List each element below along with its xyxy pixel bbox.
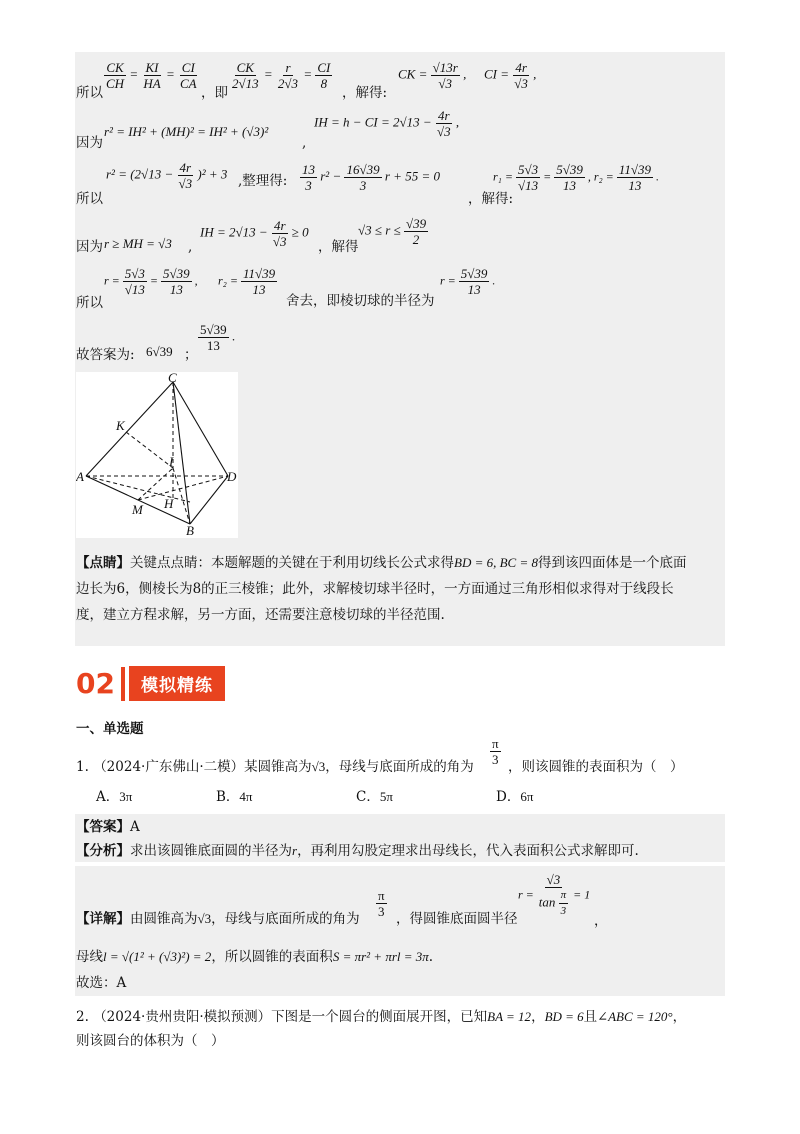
ck-result: CK = $\frac{√13r}{√3}$ , [398, 60, 467, 91]
text: 舍去，即棱切球的半径为 [286, 293, 435, 309]
num: 4r [273, 218, 286, 233]
den: 2√13 [232, 76, 259, 91]
text: 且 [583, 1009, 598, 1025]
subsection-title: 一、单选题 [76, 721, 144, 737]
q1-detail [76, 910, 360, 928]
den [537, 888, 570, 919]
text: r² − [320, 168, 342, 184]
text: 因为 [76, 135, 103, 151]
num: 11√39 [618, 162, 651, 177]
text: ，再利用勾股定理求出母线长，代入表面积公式求解即可. [297, 843, 639, 859]
math: √3 [311, 759, 326, 774]
text: ，母线与底面所成的角为 [325, 759, 474, 775]
q1-angle [490, 736, 501, 767]
num: 5√3 [517, 162, 539, 177]
num: 4r [179, 160, 192, 175]
text: IH = h − CI = 2√13 − [314, 114, 432, 130]
option-a[interactable] [96, 788, 132, 806]
text: ，解得: [342, 85, 388, 101]
r-value: r = $\frac{5√3}{√13}$ = $\frac{5√39}{13}$ , [104, 266, 198, 297]
tan: tan [538, 894, 556, 910]
num: 16√39 [346, 162, 380, 177]
text: √3 ≤ r ≤ [358, 222, 401, 238]
den: HA [143, 76, 161, 91]
den: √13 [124, 282, 145, 297]
text: ， [672, 1009, 687, 1025]
quadratic-equation [300, 162, 440, 193]
answer-value: A [130, 819, 140, 835]
math: BD = 6 [544, 1009, 584, 1024]
radius-formula [518, 872, 590, 919]
den: 3 [378, 904, 385, 919]
text: ， [531, 1009, 545, 1025]
den: 8 [320, 76, 328, 91]
r-squared-equation [106, 160, 227, 191]
text: r₁ = [493, 169, 513, 184]
comment-line-1 [76, 554, 687, 572]
num: CK [106, 60, 124, 75]
option-c[interactable] [356, 788, 393, 806]
den: 13 [206, 338, 220, 353]
option-b[interactable] [216, 788, 253, 806]
text: r² = (2√13 − [106, 166, 174, 182]
option-letter: D． [496, 789, 521, 805]
section-title: 模拟精练 [129, 666, 225, 701]
ih-equation: IH = h − CI = 2√13 − $\frac{4r}{√3}$ , [314, 108, 460, 139]
num: 13 [302, 162, 315, 177]
num: KI [145, 60, 159, 75]
answer-label: 【答案】 [76, 819, 130, 835]
label-K: K [116, 418, 125, 433]
comment-line-3: 度，建立方程求解，另一方面，还需要注意棱切球的半径范围. [76, 607, 445, 623]
solution-line-1 [76, 62, 103, 102]
text: )² + 3 [197, 166, 228, 182]
den: √3 [178, 176, 193, 191]
text: , [302, 135, 307, 151]
option-value: 3π [119, 789, 133, 804]
den: √3 [438, 76, 453, 91]
text: 得到该四面体是一个底面 [538, 555, 687, 571]
num: 5√39 [163, 266, 190, 281]
label-M: M [132, 502, 143, 517]
den: √3 [272, 234, 287, 249]
den: CH [106, 76, 125, 91]
r2-value [218, 266, 277, 297]
text: . [428, 949, 434, 965]
num: 11√39 [242, 266, 276, 281]
den: 13 [563, 178, 577, 193]
text: ，则该圆锥的表面积为（ ） [508, 759, 684, 775]
text: ≥ 0 [291, 224, 309, 240]
text: , [188, 239, 193, 255]
num: π [378, 888, 385, 903]
text: r = [440, 273, 456, 288]
question-source: （2024·贵州贵阳·模拟预测） [93, 1009, 272, 1025]
num: CI [317, 60, 331, 75]
final-radius: r = $\frac{5√39}{13}$ . [440, 266, 496, 297]
math: BA = 12 [487, 1009, 532, 1024]
text: IH = 2√13 − [200, 224, 268, 240]
num: r [285, 60, 291, 75]
question-2-line-2: 则该圆台的体积为（ ） [76, 1033, 225, 1049]
answer-1: 6√39 [146, 344, 173, 359]
num: π [492, 736, 499, 751]
text: ,整理得: [238, 173, 288, 189]
analysis-label: 【分析】 [76, 843, 130, 859]
num: √13r [432, 60, 458, 75]
text: ，即 [201, 85, 228, 101]
text: ， [594, 913, 608, 929]
pythagoras-equation: r² = IH² + (MH)² = IH² + (√3)² [104, 124, 269, 139]
option-value: 5π [379, 789, 393, 804]
text: CK = [398, 66, 428, 82]
den: 2 [412, 232, 420, 247]
detail-angle [376, 888, 387, 919]
ratio-equation: $\frac{CK}{CH}$ = $\frac{KI}{HA}$ = $\frac{CI}{CA}$ [106, 60, 197, 91]
num: 5√3 [124, 266, 145, 281]
text: ，所以圆锥的表面积 [211, 949, 333, 965]
text: 母线 [76, 949, 103, 965]
option-value: 4π [239, 789, 253, 804]
tetrahedron-figure [76, 372, 238, 538]
den: 3 [359, 178, 367, 193]
r-bound: r ≥ MH = √3 [104, 236, 172, 251]
q1-choice: 故选：A [76, 975, 127, 991]
ratio-equation-2: $\frac{CK}{2√13}$ = $\frac{r}{2√3}$ = $\frac{CI}{8}$ [232, 60, 331, 91]
num: CK [236, 60, 254, 75]
label-H: H [164, 496, 174, 511]
question-source: （2024·广东佛山·二模） [93, 759, 245, 775]
text: r = [104, 273, 120, 288]
roots: r₁ = $\frac{5√3}{√13}$ = $\frac{5√39}{13}$ , r₂ = $\frac{11√39}{13}$ . [493, 162, 659, 193]
num: √39 [405, 216, 427, 231]
text: 所以 [76, 85, 103, 101]
r-range [358, 216, 428, 247]
text: 求出该圆锥底面圆的半径为 [130, 843, 292, 859]
math: r [292, 843, 298, 858]
text: 因为 [76, 239, 103, 255]
den: 3 [305, 178, 312, 193]
label-D: D [227, 469, 237, 484]
num: √3 [546, 872, 561, 887]
text: ； [184, 347, 198, 363]
math: l = √(1² + (√3)²) = 2 [103, 949, 212, 964]
comment-line-2: 边长为6，侧棱长为8的正三棱锥；此外，求解棱切球半径时，一方面通过三角形相似求得对于线段长 [76, 581, 674, 597]
tetrahedron-svg [76, 372, 238, 538]
option-letter: B． [216, 789, 240, 805]
den: √3 [514, 76, 528, 91]
num: π [559, 888, 569, 904]
text: 下图是一个圆台的侧面展开图，已知 [271, 1009, 488, 1025]
question-number: 2. [76, 1009, 89, 1025]
text: 某圆锥高为 [244, 759, 312, 775]
text: r₂ = [218, 273, 238, 288]
text: 所以 [76, 191, 103, 207]
question-number: 1. [76, 759, 89, 775]
question-2 [76, 1008, 686, 1026]
num: 5√39 [460, 266, 488, 281]
den: 3 [492, 752, 499, 767]
comment-label: 【点睛】 [76, 555, 130, 571]
section-divider [121, 667, 125, 701]
num: 5√39 [556, 162, 583, 177]
math: ∠ABC = 120° [597, 1009, 673, 1024]
text: = 1 [573, 887, 591, 902]
option-value: 6π [520, 789, 534, 804]
ih-nonnegative [200, 218, 309, 249]
text: , r₂ = [587, 169, 614, 184]
answer-label: 故答案为: [76, 347, 135, 363]
label-I: I [169, 454, 174, 469]
text: ，解得 [318, 239, 359, 255]
math: BD = 6, BC = 8 [454, 555, 538, 570]
detail-box [75, 866, 725, 996]
text: CI = [484, 66, 510, 82]
num: CI [181, 60, 195, 75]
text: 关键点点睛：本题解题的关键在于利用切线长公式求得 [130, 555, 454, 571]
label-C: C [168, 372, 177, 385]
den: 13 [252, 282, 266, 297]
num: 4r [515, 60, 527, 75]
option-letter: A． [96, 789, 120, 805]
math: √3 [197, 911, 212, 926]
den: 13 [628, 178, 642, 193]
question-1 [76, 758, 474, 776]
text: ，解得: [468, 191, 514, 207]
text: 所以 [76, 295, 103, 311]
den: √3 [436, 124, 451, 139]
ci-result: CI = $\frac{4r}{√3}$ , [484, 60, 537, 91]
den: CA [179, 76, 197, 91]
num: 4r [437, 108, 450, 123]
math: S = πr² + πrl = 3π [332, 949, 429, 964]
text: ，得圆锥底面圆半径 [396, 911, 518, 927]
num: 5√39 [200, 322, 227, 337]
text: 由圆锥高为 [130, 911, 198, 927]
label-B: B [186, 523, 194, 538]
option-d[interactable] [496, 788, 533, 806]
den: 13 [467, 282, 481, 297]
q1-answer [76, 818, 140, 836]
label-A: A [76, 469, 84, 484]
option-letter: C． [356, 789, 380, 805]
q1-analysis [76, 842, 639, 860]
den: √13 [517, 178, 539, 193]
text: r + 55 = 0 [384, 168, 440, 184]
den: 13 [169, 282, 183, 297]
answer-2: $\frac{5√39}{13}$ . [200, 322, 236, 353]
detail-label: 【详解】 [76, 911, 130, 927]
den: 3 [560, 905, 567, 917]
section-number: 02 [76, 667, 115, 700]
den: 2√3 [277, 76, 299, 91]
text: r = [518, 887, 534, 902]
text: ，母线与底面所成的角为 [211, 911, 360, 927]
section-banner [76, 666, 225, 701]
q1-slant [76, 948, 433, 966]
